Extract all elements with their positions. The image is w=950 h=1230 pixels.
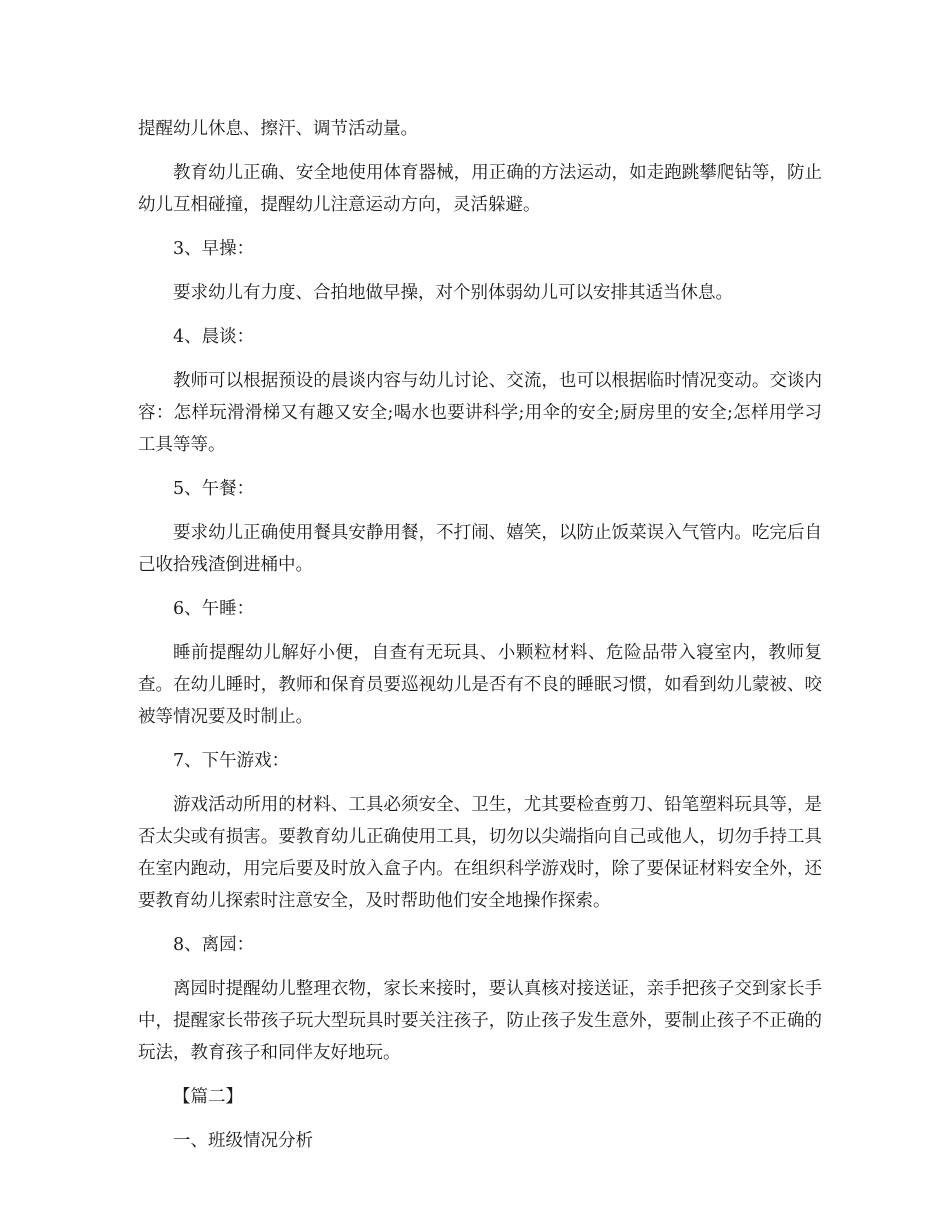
section-heading: 6、午睡： (173, 599, 255, 619)
paragraph: 离园时提醒幼儿整理衣物，家长来接时，要认真核对接送证，亲手把孩子交到家长手中，提醒家长带孩子玩大型玩具时要关注孩子，防止孩子发生意外，要制止孩子不正确的玩法，教育孩子和同伴友好地玩。 (138, 979, 822, 1063)
paragraph: 游戏活动所用的材料、工具必须安全、卫生，尤其要检查剪刀、铅笔塑料玩具等，是否太尖或有损害。要教育幼儿正确使用工具，切勿以尖端指向自己或他人，切勿手持工具在室内跑动，用完后要及时放入盒子内。在组织科学游戏时，除了要保证材料安全外，还要教育幼儿探索时注意安全，及时帮助他们安全地操作探索。 (138, 795, 822, 911)
section-heading: 4、晨谈： (173, 327, 255, 347)
paragraph: 教师可以根据预设的晨谈内容与幼儿讨论、交流，也可以根据临时情况变动。交谈内容：怎样玩滑滑梯又有趣又安全;喝水也要讲科学;用伞的安全;厨房里的安全;怎样用学习工具等等。 (138, 371, 822, 455)
paragraph: 教育幼儿正确、安全地使用体育器械，用正确的方法运动，如走跑跳攀爬钻等，防止幼儿互相碰撞，提醒幼儿注意运动方向，灵活躲避。 (138, 163, 822, 215)
paragraph: 要求幼儿正确使用餐具安静用餐，不打闹、嬉笑，以防止饭菜误入气管内。吃完后自己收拾残渣倒进桶中。 (138, 523, 822, 575)
paragraph: 提醒幼儿休息、擦汗、调节活动量。 (138, 119, 418, 139)
section-heading: 7、下午游戏： (173, 751, 290, 771)
section-heading: 8、离园： (173, 935, 255, 955)
document-body (138, 113, 822, 1169)
section-heading: 一、班级情况分析 (173, 1131, 313, 1151)
section-heading: 3、早操： (173, 239, 255, 259)
paragraph: 要求幼儿有力度、合拍地做早操，对个别体弱幼儿可以安排其适当休息。 (173, 283, 733, 303)
paragraph: 睡前提醒幼儿解好小便，自查有无玩具、小颗粒材料、危险品带入寝室内，教师复查。在幼儿睡时，教师和保育员要巡视幼儿是否有不良的睡眠习惯，如看到幼儿蒙被、咬被等情况要及时制止。 (138, 643, 822, 727)
section-heading: 5、午餐： (173, 479, 255, 499)
part-heading: 【篇二】 (173, 1087, 243, 1107)
